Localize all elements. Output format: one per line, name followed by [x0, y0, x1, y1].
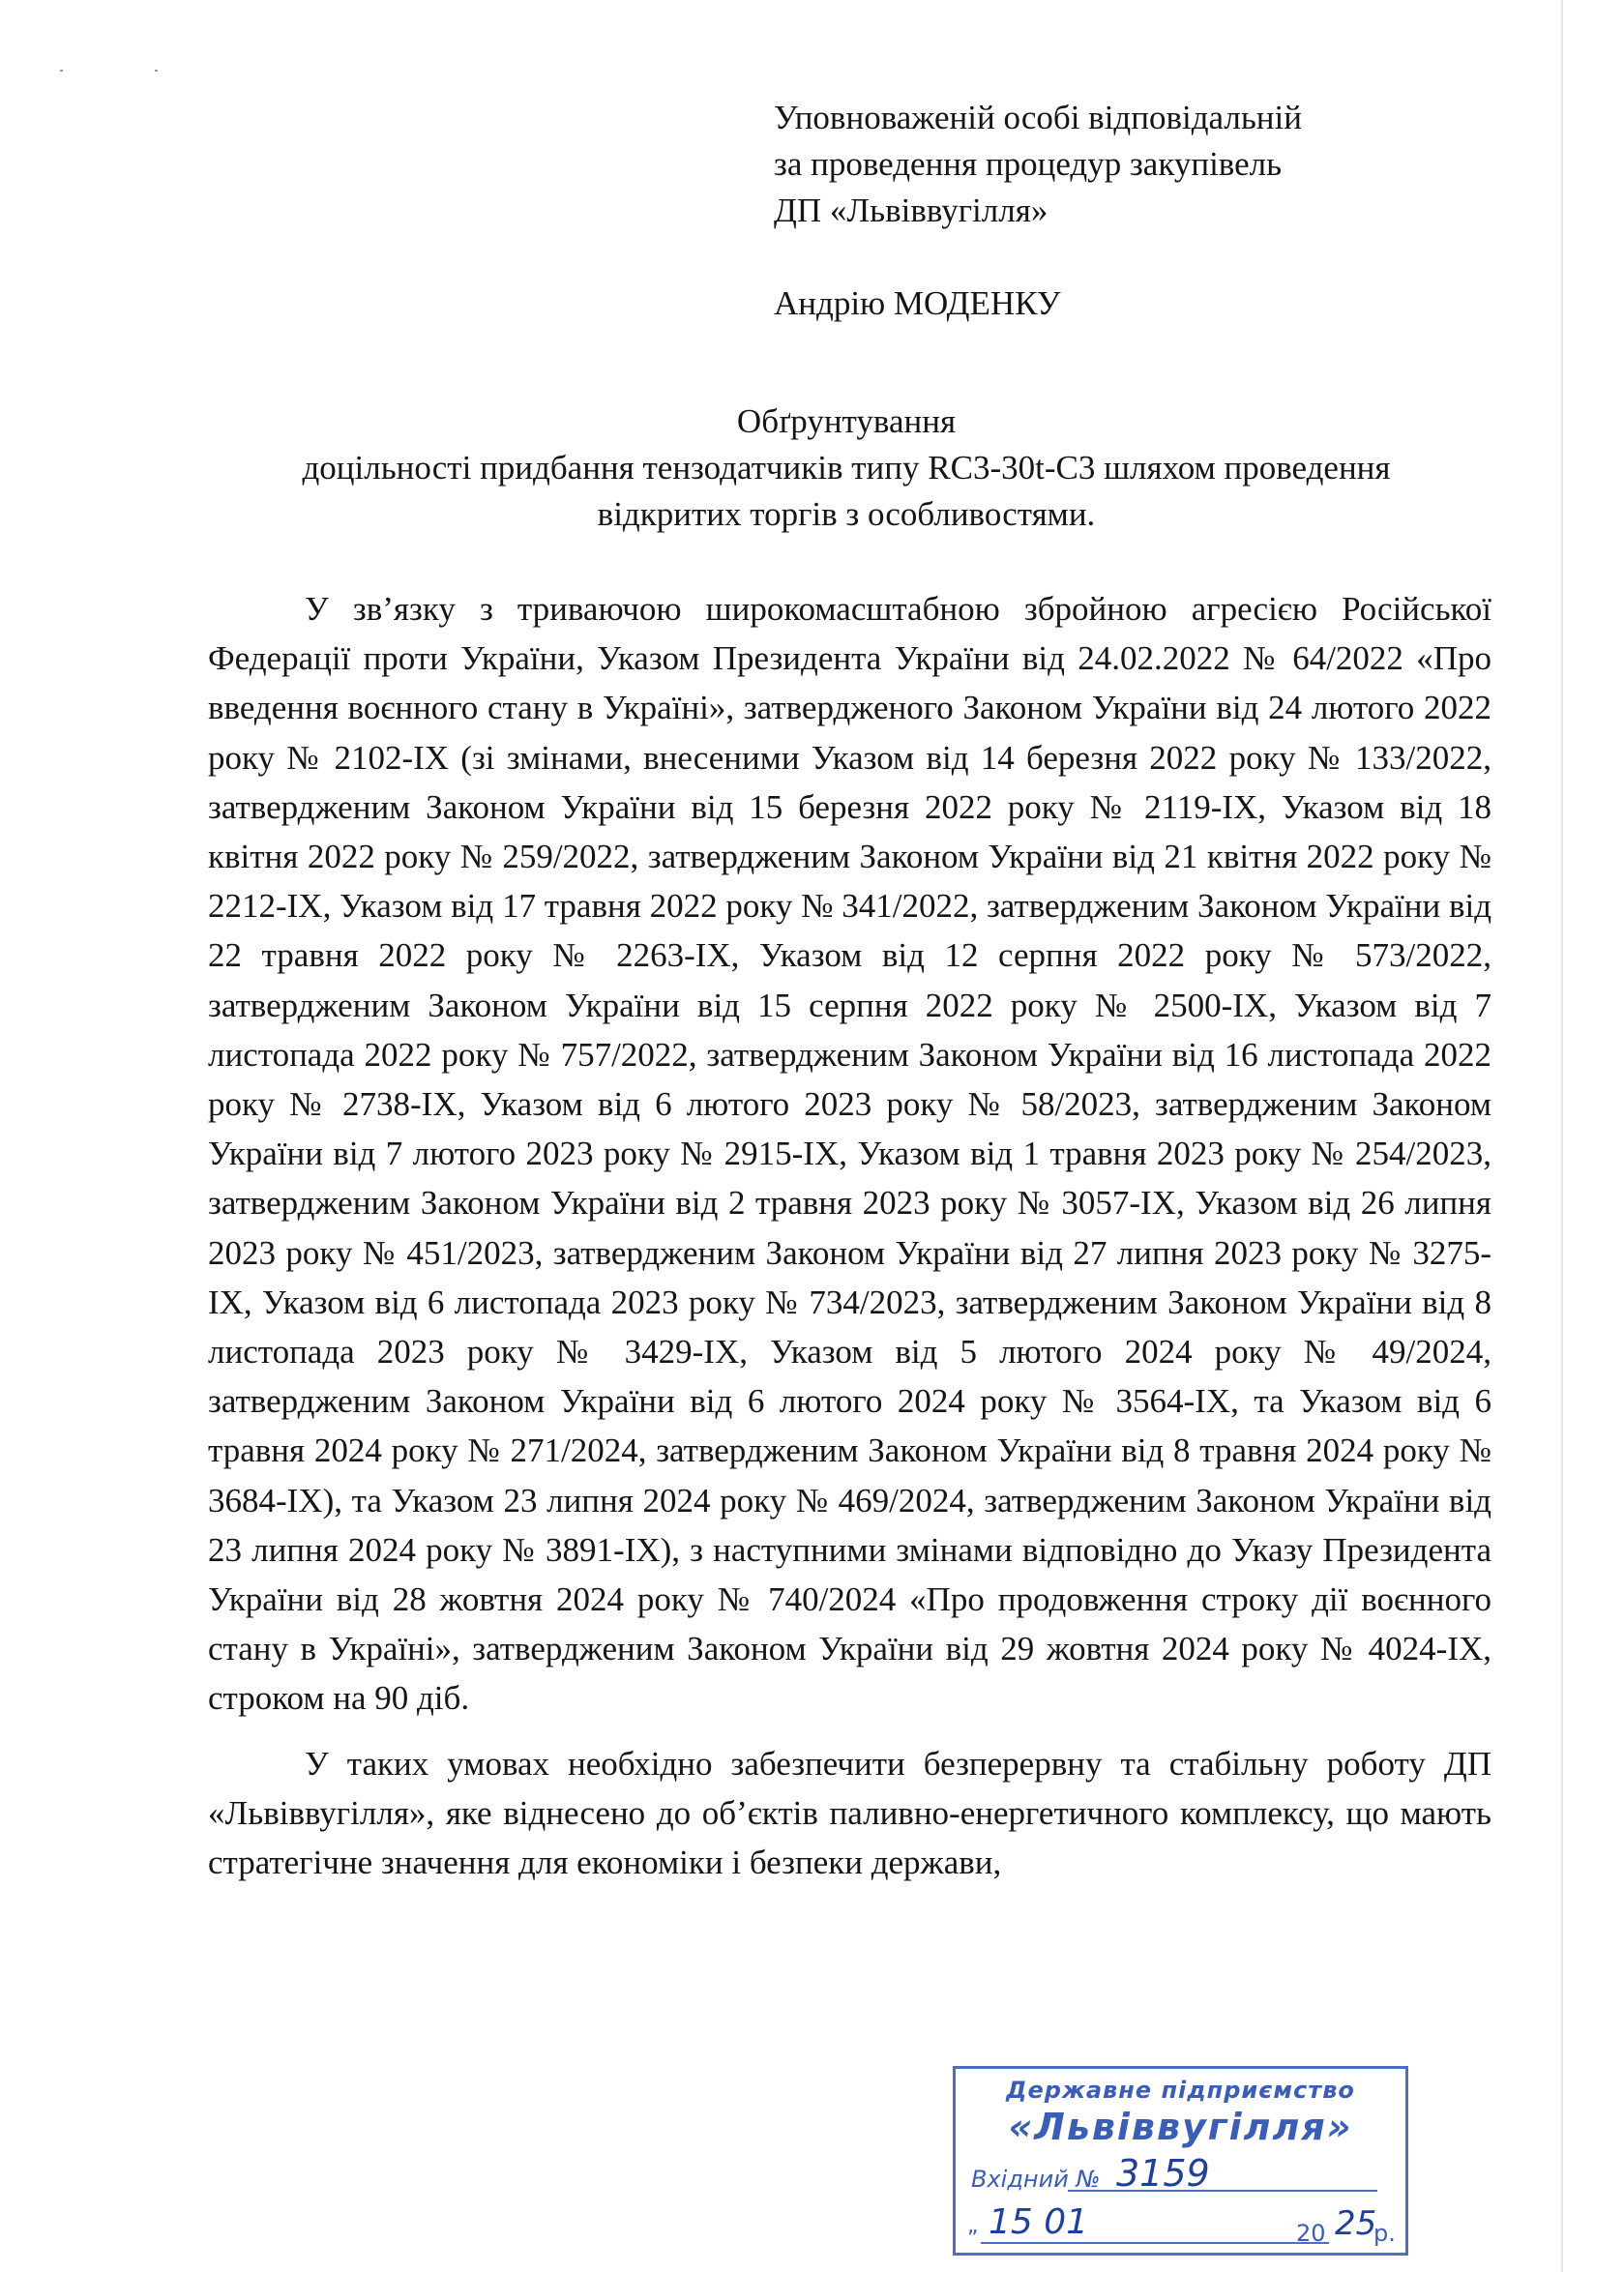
scan-edge-line	[1561, 0, 1563, 2272]
stamp-incoming-row	[971, 2152, 1387, 2195]
stamp-org-name: «Львіввугілля»	[1008, 2106, 1353, 2148]
addressee-name: Андрію МОДЕНКУ	[774, 284, 1061, 322]
heading-subtitle: відкритих торгів з особливостями.	[597, 495, 1096, 533]
stamp-underline	[1068, 2190, 1377, 2192]
document-body	[208, 584, 1491, 1887]
document-heading	[208, 398, 1485, 538]
addressee-line: Уповноваженій особі відповідальній	[774, 99, 1302, 136]
stamp-date-row	[967, 2202, 1396, 2247]
registration-stamp	[953, 2066, 1408, 2256]
heading-subtitle: доцільності придбання тензодатчиків типу RC3-30t-C3 шляхом проведення	[302, 449, 1391, 487]
stamp-year-end: р.	[1373, 2220, 1396, 2247]
addressee-line: ДП «Львіввугілля»	[774, 192, 1048, 229]
scan-speck	[155, 70, 158, 72]
heading-title: Обґрунтування	[736, 402, 957, 440]
handwritten-incoming-number: 3159	[1116, 2152, 1210, 2195]
body-paragraph: У зв’язку з триваючою широкомасштабною збройною агресією Російської Федерації проти України, Указом Президента України від 24.02.2022 № 64/2022 «Про введення воєнного стану в Україні», затвердженого Законом України від 24 лютого 2022 року № 2102-IX (зі змінами, внесеними Указом від 14 березня 2022 року № 133/2022, затвердженим Законом України від 15 березня 2022 року № 2119-IX, Указом від 18 квітня 2022 року № 259/2022, затвердженим Законом України від 21 квітня 2022 року № 2212-IX, Указом від 17 травня 2022 року № 341/2022, затвердженим Законом України від 22 травня 2022 року № 2263-IX, Указом від 12 серпня 2022 року № 573/2022, затвердженим Законом України від 15 серпня 2022 року № 2500-IX, Указом від 7 листопада 2022 року № 757/2022, затвердженим Законом України від 16 листопада 2022 року № 2738-IX, Указом від 6 лютого 2023 року № 58/2023, затвердженим Законом України від 7 лютого 2023 року № 2915-IX, Указом від 1 травня 2023 року № 254/2023, затвердженим Законом України від 2 травня 2023 року № 3057-IX, Указом від 26 липня 2023 року № 451/2023, затвердженим Законом України від 27 липня 2023 року № 3275-IX, Указом від 6 листопада 2023 року № 734/2023, затвердженим Законом України від 8 листопада 2023 року № 3429-IX, Указом від 5 лютого 2024 року № 49/2024, затвердженим Законом України від 6 лютого 2024 року № 3564-IX, та Указом від 6 травня 2024 року № 271/2024, затвердженим Законом України від 8 травня 2024 року № 3684-IX), та Указом 23 липня 2024 року № 469/2024, затвердженим Законом України від 23 липня 2024 року № 3891-IX), з наступними змінами відповідно до Указу Президента України від 28 жовтня 2024 року № 740/2024 «Про продовження строку дії воєнного стану в Україні», затвердженим Законом України від 29 жовтня 2024 року № 4024-IX, строком на 90 діб.	[208, 590, 1492, 1718]
stamp-org-type: Державне підприємство	[1006, 2077, 1355, 2104]
handwritten-year: 25	[1335, 2204, 1377, 2243]
addressee-block	[774, 95, 1509, 327]
stamp-year-prefix: 20	[1296, 2220, 1326, 2247]
stamp-underline	[981, 2242, 1329, 2244]
body-paragraph: У таких умовах необхідно забезпечити безперервну та стабільну роботу ДП «Львіввугілля», яке віднесено до об’єктів паливно-енергетичного комплексу, що мають стратегічне значення для економіки і безпеки держави,	[208, 1744, 1491, 1882]
stamp-quote-mark: „	[967, 2214, 979, 2238]
addressee-line: за проведення процедур закупівель	[774, 145, 1283, 183]
handwritten-date: 15 01	[989, 2202, 1089, 2242]
scan-speck	[60, 70, 63, 72]
stamp-incoming-label: Вхідний №	[971, 2166, 1101, 2193]
